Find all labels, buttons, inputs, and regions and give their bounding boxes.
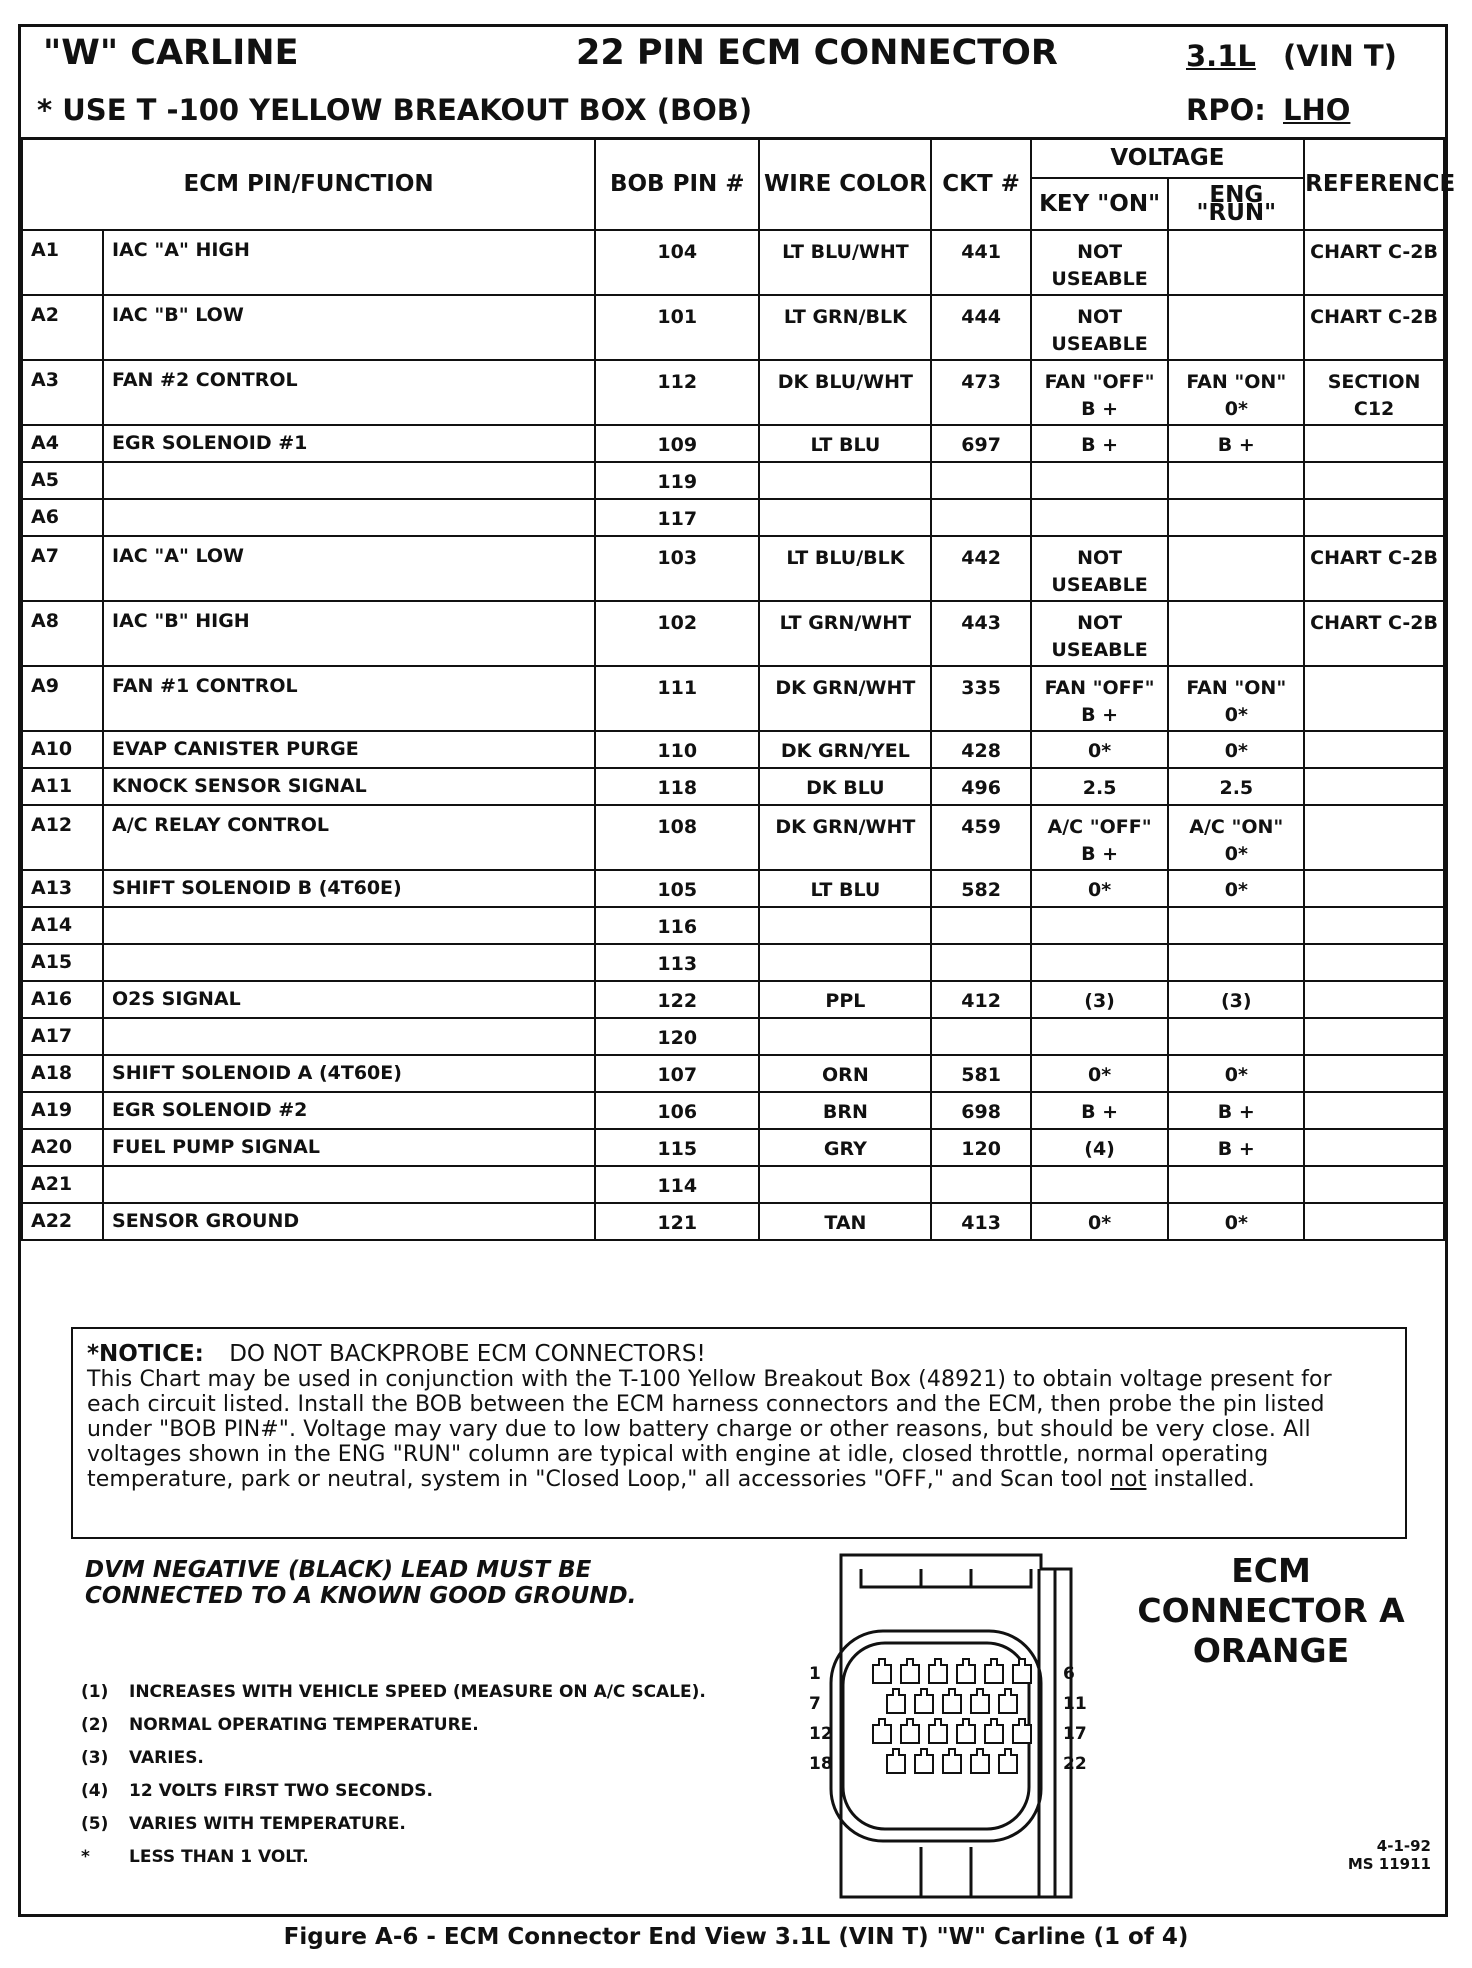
cell-function: IAC "A" LOW <box>103 536 595 601</box>
cell-wire-color: LT BLU <box>759 870 931 907</box>
cell-eng-run: 0* <box>1168 731 1304 768</box>
cell-ckt: 473 <box>931 360 1030 425</box>
pin-cavity <box>943 1689 961 1713</box>
cell-key-on: 0* <box>1031 1203 1169 1240</box>
cell-reference: CHART C-2B <box>1304 601 1444 666</box>
cell-ckt: 412 <box>931 981 1030 1018</box>
cell-eng-run: FAN "ON" 0* <box>1168 360 1304 425</box>
pin-cavity <box>901 1719 919 1743</box>
cell-key-on <box>1031 907 1169 944</box>
cell-ckt <box>931 499 1030 536</box>
cell-reference <box>1304 666 1444 731</box>
cell-function: FAN #1 CONTROL <box>103 666 595 731</box>
cell-bob-pin: 103 <box>595 536 759 601</box>
pin-cavity <box>901 1659 919 1683</box>
cell-bob-pin: 101 <box>595 295 759 360</box>
cell-key-on: 0* <box>1031 1055 1169 1092</box>
cell-eng-run <box>1168 295 1304 360</box>
cell-key-on: NOT USEABLE <box>1031 601 1169 666</box>
cell-wire-color <box>759 944 931 981</box>
pin-table-body <box>22 230 1444 1240</box>
cell-eng-run <box>1168 601 1304 666</box>
cell-bob-pin: 116 <box>595 907 759 944</box>
cell-key-on: FAN "OFF" B + <box>1031 360 1169 425</box>
connector-end-view-diagram <box>801 1547 1141 1907</box>
cell-bob-pin: 108 <box>595 805 759 870</box>
cell-wire-color: LT GRN/WHT <box>759 601 931 666</box>
cell-bob-pin: 112 <box>595 360 759 425</box>
carline-title: "W" CARLINE <box>43 33 299 73</box>
cell-function: FUEL PUMP SIGNAL <box>103 1129 595 1166</box>
cell-key-on <box>1031 944 1169 981</box>
cell-reference: SECTION C12 <box>1304 360 1444 425</box>
cell-key-on: NOT USEABLE <box>1031 295 1169 360</box>
pin-number-label: 12 <box>809 1724 833 1744</box>
vin-code: (VIN T) <box>1283 39 1397 73</box>
cell-key-on: 2.5 <box>1031 768 1169 805</box>
cell-ckt: 428 <box>931 731 1030 768</box>
pin-number-label: 1 <box>809 1664 821 1684</box>
pin-cavity <box>873 1659 891 1683</box>
footnote: (3) VARIES. <box>81 1748 204 1768</box>
pin-cavity <box>957 1659 975 1683</box>
table-row <box>22 731 1444 768</box>
bob-note: * USE T -100 YELLOW BREAKOUT BOX (BOB) <box>37 93 753 127</box>
cell-eng-run: 0* <box>1168 1055 1304 1092</box>
pin-cavity <box>999 1749 1017 1773</box>
pin-cavity <box>1013 1659 1031 1683</box>
connector-title-block: ECM CONNECTOR A ORANGE <box>1137 1551 1405 1670</box>
pin-cavity <box>887 1689 905 1713</box>
cell-reference <box>1304 1092 1444 1129</box>
cell-eng-run <box>1168 944 1304 981</box>
cell-bob-pin: 109 <box>595 425 759 462</box>
footnote: * LESS THAN 1 VOLT. <box>81 1847 309 1867</box>
cell-pin: A4 <box>22 425 103 462</box>
cell-eng-run: (3) <box>1168 981 1304 1018</box>
cell-eng-run: A/C "ON" 0* <box>1168 805 1304 870</box>
col-eng-run: ENG "RUN" <box>1168 178 1304 230</box>
col-bob-pin: BOB PIN # <box>595 138 759 230</box>
cell-bob-pin: 119 <box>595 462 759 499</box>
cell-ckt <box>931 944 1030 981</box>
cell-wire-color: ORN <box>759 1055 931 1092</box>
cell-bob-pin: 104 <box>595 230 759 295</box>
cell-bob-pin: 113 <box>595 944 759 981</box>
cell-reference: CHART C-2B <box>1304 230 1444 295</box>
cell-ckt: 444 <box>931 295 1030 360</box>
cell-function: SHIFT SOLENOID A (4T60E) <box>103 1055 595 1092</box>
cell-reference <box>1304 499 1444 536</box>
cell-ckt: 697 <box>931 425 1030 462</box>
cell-wire-color: PPL <box>759 981 931 1018</box>
cell-bob-pin: 122 <box>595 981 759 1018</box>
cell-ckt <box>931 1166 1030 1203</box>
cell-key-on <box>1031 1018 1169 1055</box>
cell-eng-run <box>1168 499 1304 536</box>
rpo-label: RPO: <box>1186 93 1266 127</box>
table-row <box>22 1129 1444 1166</box>
pin-cavity <box>929 1719 947 1743</box>
cell-bob-pin: 120 <box>595 1018 759 1055</box>
pin-number-label: 17 <box>1063 1724 1087 1744</box>
cell-bob-pin: 107 <box>595 1055 759 1092</box>
pin-cavity <box>971 1749 989 1773</box>
cell-reference <box>1304 870 1444 907</box>
table-row <box>22 870 1444 907</box>
cell-key-on <box>1031 1166 1169 1203</box>
revision-stamp: 4-1-92 MS 11911 <box>1347 1837 1431 1873</box>
table-row <box>22 1018 1444 1055</box>
pin-cavity <box>887 1749 905 1773</box>
pin-cavity <box>957 1719 975 1743</box>
table-row <box>22 230 1444 295</box>
table-row <box>22 1166 1444 1203</box>
col-voltage: VOLTAGE <box>1031 138 1304 178</box>
cell-wire-color: LT GRN/BLK <box>759 295 931 360</box>
cell-function: SENSOR GROUND <box>103 1203 595 1240</box>
cell-pin: A6 <box>22 499 103 536</box>
notice-heading <box>87 1341 1391 1367</box>
cell-reference: CHART C-2B <box>1304 295 1444 360</box>
cell-function: O2S SIGNAL <box>103 981 595 1018</box>
cell-eng-run <box>1168 1018 1304 1055</box>
cell-pin: A16 <box>22 981 103 1018</box>
pin-table <box>21 137 1456 1241</box>
cell-ckt: 496 <box>931 768 1030 805</box>
cell-pin: A17 <box>22 1018 103 1055</box>
cell-wire-color <box>759 1166 931 1203</box>
cell-reference <box>1304 1018 1444 1055</box>
cell-eng-run <box>1168 536 1304 601</box>
cell-ckt: 581 <box>931 1055 1030 1092</box>
pin-cavity <box>929 1659 947 1683</box>
cell-pin: A9 <box>22 666 103 731</box>
cell-function <box>103 1166 595 1203</box>
cell-function <box>103 499 595 536</box>
cell-pin: A10 <box>22 731 103 768</box>
cell-pin: A14 <box>22 907 103 944</box>
cell-wire-color: LT BLU/WHT <box>759 230 931 295</box>
cell-ckt: 443 <box>931 601 1030 666</box>
table-row <box>22 1203 1444 1240</box>
cell-bob-pin: 110 <box>595 731 759 768</box>
cell-reference <box>1304 1203 1444 1240</box>
cell-wire-color: GRY <box>759 1129 931 1166</box>
cell-ckt: 335 <box>931 666 1030 731</box>
cell-eng-run <box>1168 462 1304 499</box>
col-wire-color: WIRE COLOR <box>759 138 931 230</box>
cell-bob-pin: 105 <box>595 870 759 907</box>
header <box>21 27 1445 140</box>
cell-key-on <box>1031 499 1169 536</box>
cell-bob-pin: 121 <box>595 1203 759 1240</box>
cell-ckt: 413 <box>931 1203 1030 1240</box>
cell-pin: A2 <box>22 295 103 360</box>
footnote: (1) INCREASES WITH VEHICLE SPEED (MEASURE ON A/C SCALE). <box>81 1682 706 1702</box>
cell-key-on: NOT USEABLE <box>1031 230 1169 295</box>
cell-wire-color <box>759 499 931 536</box>
cell-function: FAN #2 CONTROL <box>103 360 595 425</box>
cell-eng-run: B + <box>1168 1092 1304 1129</box>
cell-function: IAC "B" LOW <box>103 295 595 360</box>
cell-wire-color: DK GRN/YEL <box>759 731 931 768</box>
pin-cavity <box>943 1749 961 1773</box>
cell-pin: A15 <box>22 944 103 981</box>
cell-key-on: B + <box>1031 425 1169 462</box>
cell-ckt: 582 <box>931 870 1030 907</box>
notice-label: *NOTICE: <box>87 1341 204 1367</box>
cell-function <box>103 944 595 981</box>
cell-eng-run: 0* <box>1168 1203 1304 1240</box>
cell-eng-run: B + <box>1168 1129 1304 1166</box>
cell-pin: A20 <box>22 1129 103 1166</box>
col-key-on: KEY "ON" <box>1031 178 1169 230</box>
cell-function: SHIFT SOLENOID B (4T60E) <box>103 870 595 907</box>
notice-headline: DO NOT BACKPROBE ECM CONNECTORS! <box>229 1341 706 1367</box>
cell-eng-run: FAN "ON" 0* <box>1168 666 1304 731</box>
table-row <box>22 295 1444 360</box>
figure-caption: Figure A-6 - ECM Connector End View 3.1L (VIN T) "W" Carline (1 of 4) <box>283 1924 1189 1950</box>
cell-function: IAC "B" HIGH <box>103 601 595 666</box>
pin-number-label: 6 <box>1063 1664 1075 1684</box>
cell-key-on: (4) <box>1031 1129 1169 1166</box>
table-row <box>22 499 1444 536</box>
cell-reference <box>1304 907 1444 944</box>
cell-eng-run: 2.5 <box>1168 768 1304 805</box>
table-row <box>22 536 1444 601</box>
cell-pin: A18 <box>22 1055 103 1092</box>
cell-reference <box>1304 425 1444 462</box>
cell-reference <box>1304 981 1444 1018</box>
cell-key-on: 0* <box>1031 731 1169 768</box>
cell-pin: A12 <box>22 805 103 870</box>
cell-pin: A19 <box>22 1092 103 1129</box>
cell-ckt: 459 <box>931 805 1030 870</box>
cell-eng-run <box>1168 907 1304 944</box>
cell-reference <box>1304 731 1444 768</box>
cell-eng-run <box>1168 1166 1304 1203</box>
cell-pin: A1 <box>22 230 103 295</box>
cell-function: KNOCK SENSOR SIGNAL <box>103 768 595 805</box>
document-sheet <box>18 24 1456 1917</box>
dvm-warning: DVM NEGATIVE (BLACK) LEAD MUST BE CONNECTED TO A KNOWN GOOD GROUND. <box>85 1557 637 1609</box>
cell-pin: A3 <box>22 360 103 425</box>
cell-key-on: 0* <box>1031 870 1169 907</box>
table-row <box>22 907 1444 944</box>
pin-number-label: 11 <box>1063 1694 1087 1714</box>
cell-wire-color <box>759 462 931 499</box>
col-pin-function: ECM PIN/FUNCTION <box>22 138 595 230</box>
pin-number-label: 22 <box>1063 1754 1087 1774</box>
cell-bob-pin: 102 <box>595 601 759 666</box>
cell-bob-pin: 117 <box>595 499 759 536</box>
cell-wire-color: LT BLU <box>759 425 931 462</box>
cell-pin: A13 <box>22 870 103 907</box>
cell-function <box>103 1018 595 1055</box>
cell-function: A/C RELAY CONTROL <box>103 805 595 870</box>
cell-wire-color: DK BLU <box>759 768 931 805</box>
cell-ckt <box>931 907 1030 944</box>
cell-pin: A5 <box>22 462 103 499</box>
engine-size: 3.1L <box>1186 39 1256 73</box>
cell-ckt <box>931 462 1030 499</box>
cell-pin: A11 <box>22 768 103 805</box>
cell-function: EGR SOLENOID #2 <box>103 1092 595 1129</box>
cell-function <box>103 462 595 499</box>
cell-bob-pin: 114 <box>595 1166 759 1203</box>
footnote: (2) NORMAL OPERATING TEMPERATURE. <box>81 1715 479 1735</box>
pin-number-label: 7 <box>809 1694 821 1714</box>
cell-function: EGR SOLENOID #1 <box>103 425 595 462</box>
notice-body: This Chart may be used in conjunction with the T-100 Yellow Breakout Box (48921) to obtain voltage present for each circuit listed. Install the BOB between the ECM harness connectors and the ECM, then probe the pin listed under "BOB PIN#". Voltage may vary due to low battery charge or other reasons, but should be very close. All voltages shown in the ENG "RUN" column are typical with engine at idle, closed throttle, normal operating temperature, park or neutral, system in "Closed Loop," all accessories "OFF," and Scan tool not installed. <box>87 1367 1332 1492</box>
table-row <box>22 666 1444 731</box>
cell-function: EVAP CANISTER PURGE <box>103 731 595 768</box>
cell-wire-color: DK GRN/WHT <box>759 666 931 731</box>
table-row <box>22 768 1444 805</box>
cell-key-on: A/C "OFF" B + <box>1031 805 1169 870</box>
pin-cavity <box>985 1719 1003 1743</box>
pin-number-label: 18 <box>809 1754 833 1774</box>
cell-bob-pin: 111 <box>595 666 759 731</box>
cell-reference <box>1304 1166 1444 1203</box>
cell-pin: A22 <box>22 1203 103 1240</box>
cell-reference <box>1304 768 1444 805</box>
connector-title: 22 PIN ECM CONNECTOR <box>576 33 1058 73</box>
cell-key-on: (3) <box>1031 981 1169 1018</box>
cell-reference <box>1304 462 1444 499</box>
table-row <box>22 462 1444 499</box>
cell-function: IAC "A" HIGH <box>103 230 595 295</box>
table-row <box>22 805 1444 870</box>
cell-wire-color: BRN <box>759 1092 931 1129</box>
cell-pin: A7 <box>22 536 103 601</box>
col-ckt: CKT # <box>931 138 1030 230</box>
cell-reference <box>1304 944 1444 981</box>
table-row <box>22 1092 1444 1129</box>
table-row <box>22 425 1444 462</box>
pin-cavity <box>985 1659 1003 1683</box>
notice-box <box>71 1327 1407 1539</box>
cell-key-on: FAN "OFF" B + <box>1031 666 1169 731</box>
cell-function <box>103 907 595 944</box>
cell-reference: CHART C-2B <box>1304 536 1444 601</box>
cell-bob-pin: 106 <box>595 1092 759 1129</box>
cell-key-on: NOT USEABLE <box>1031 536 1169 601</box>
cell-wire-color <box>759 1018 931 1055</box>
cell-ckt <box>931 1018 1030 1055</box>
cell-reference <box>1304 1055 1444 1092</box>
table-row <box>22 601 1444 666</box>
footnote: (4) 12 VOLTS FIRST TWO SECONDS. <box>81 1781 433 1801</box>
cell-eng-run: B + <box>1168 425 1304 462</box>
cell-key-on <box>1031 462 1169 499</box>
table-row <box>22 360 1444 425</box>
pin-cavity <box>999 1689 1017 1713</box>
cell-pin: A21 <box>22 1166 103 1203</box>
cell-ckt: 442 <box>931 536 1030 601</box>
cell-reference <box>1304 1129 1444 1166</box>
rpo-value: LHO <box>1283 93 1351 127</box>
cell-pin: A8 <box>22 601 103 666</box>
cell-wire-color: TAN <box>759 1203 931 1240</box>
cell-bob-pin: 115 <box>595 1129 759 1166</box>
cell-wire-color: DK BLU/WHT <box>759 360 931 425</box>
pin-cavity <box>873 1719 891 1743</box>
table-row <box>22 1055 1444 1092</box>
footnote: (5) VARIES WITH TEMPERATURE. <box>81 1814 406 1834</box>
cell-key-on: B + <box>1031 1092 1169 1129</box>
cell-ckt: 698 <box>931 1092 1030 1129</box>
footnotes <box>81 1682 706 1880</box>
cell-ckt: 441 <box>931 230 1030 295</box>
pin-cavity <box>915 1749 933 1773</box>
cell-reference <box>1304 805 1444 870</box>
cell-wire-color: DK GRN/WHT <box>759 805 931 870</box>
cell-eng-run: 0* <box>1168 870 1304 907</box>
cell-ckt: 120 <box>931 1129 1030 1166</box>
cell-eng-run <box>1168 230 1304 295</box>
cell-wire-color: LT BLU/BLK <box>759 536 931 601</box>
table-row <box>22 981 1444 1018</box>
pin-cavity <box>915 1689 933 1713</box>
cell-wire-color <box>759 907 931 944</box>
col-reference: REFERENCE <box>1304 138 1444 230</box>
table-row <box>22 944 1444 981</box>
pin-cavity <box>971 1689 989 1713</box>
cell-bob-pin: 118 <box>595 768 759 805</box>
